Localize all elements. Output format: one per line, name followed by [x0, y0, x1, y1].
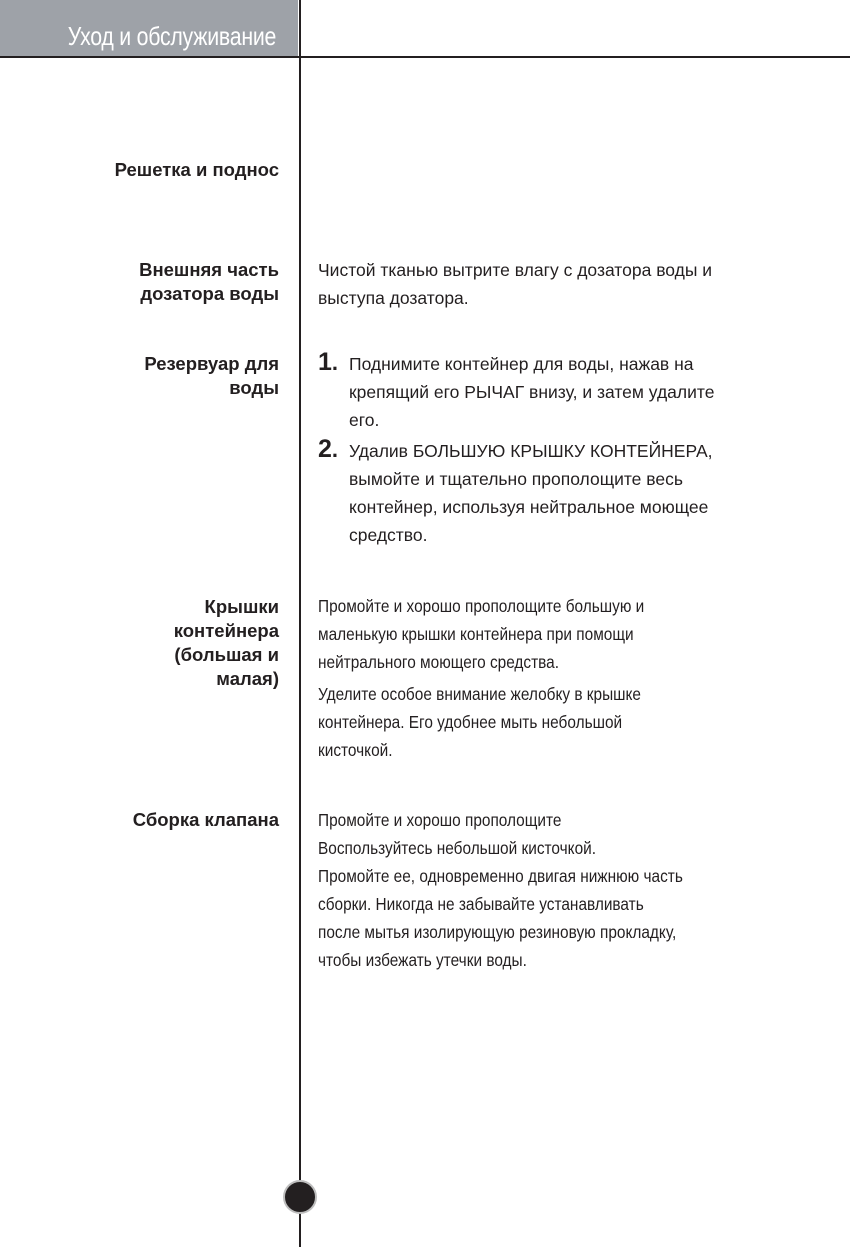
label-water-tank [144, 352, 279, 400]
label-line: дозатора воды [140, 283, 279, 304]
step-line: крепящий его РЫЧАГ внизу, и затем удалите [349, 382, 715, 402]
step-line: контейнер, используя нейтральное моющее [349, 497, 709, 517]
step-1 [318, 350, 818, 434]
body-line: выступа дозатора. [318, 288, 469, 308]
page-marker-dot [283, 1180, 317, 1214]
vertical-rule [299, 0, 301, 1247]
section-title: Уход и обслуживание [67, 21, 276, 51]
step-number: 1. [318, 348, 339, 376]
body-line: Воспользуйтесь небольшой кисточкой. [318, 838, 597, 858]
label-line: Сборка клапана [132, 809, 279, 830]
body-line: чтобы избежать утечки воды. [318, 950, 527, 970]
horizontal-rule [0, 56, 850, 58]
step-number: 2. [318, 435, 339, 463]
label-line: Резервуар для [144, 353, 279, 374]
body-line: кисточкой. [318, 740, 393, 760]
body-line: Промойте и хорошо прополощите [318, 810, 562, 830]
body-line: сборки. Никогда не забывайте устанавливать [318, 894, 644, 914]
label-line: Решетка и поднос [114, 159, 279, 180]
body-dispenser-exterior [318, 256, 818, 312]
label-line: малая) [216, 668, 279, 689]
label-line: (большая и [174, 644, 279, 665]
label-line: Крышки [204, 596, 279, 617]
label-line: воды [229, 377, 279, 398]
label-grille-tray [115, 158, 279, 182]
label-container-lids [174, 595, 279, 691]
body-line: Уделите особое внимание желобку в крышке [318, 684, 642, 704]
body-line: Промойте ее, одновременно двигая нижнюю часть [318, 866, 683, 886]
body-line: маленькую крышки контейнера при помощи [318, 624, 634, 644]
label-line: Внешняя часть [139, 259, 279, 280]
step-line: его. [349, 410, 380, 430]
step-line: Поднимите контейнер для воды, нажав на [349, 354, 694, 374]
section-header [0, 0, 298, 56]
step-line: вымойте и тщательно прополощите весь [349, 469, 683, 489]
step-line: средство. [349, 525, 428, 545]
label-valve-assembly [133, 808, 279, 832]
step-2 [318, 437, 818, 549]
label-dispenser-exterior [139, 258, 279, 306]
body-line: Чистой тканью вытрите влагу с дозатора воды и [318, 260, 713, 280]
step-line: Удалив БОЛЬШУЮ КРЫШКУ КОНТЕЙНЕРА, [349, 441, 713, 461]
steps-water-tank [318, 350, 818, 549]
body-line: после мытья изолирующую резиновую прокладку, [318, 922, 677, 942]
label-line: контейнера [173, 620, 279, 641]
body-container-lids [318, 592, 818, 764]
body-line: нейтрального моющего средства. [318, 652, 560, 672]
body-line: контейнера. Его удобнее мыть небольшой [318, 712, 623, 732]
body-valve-assembly [318, 806, 818, 974]
body-line: Промойте и хорошо прополощите большую и [318, 596, 645, 616]
